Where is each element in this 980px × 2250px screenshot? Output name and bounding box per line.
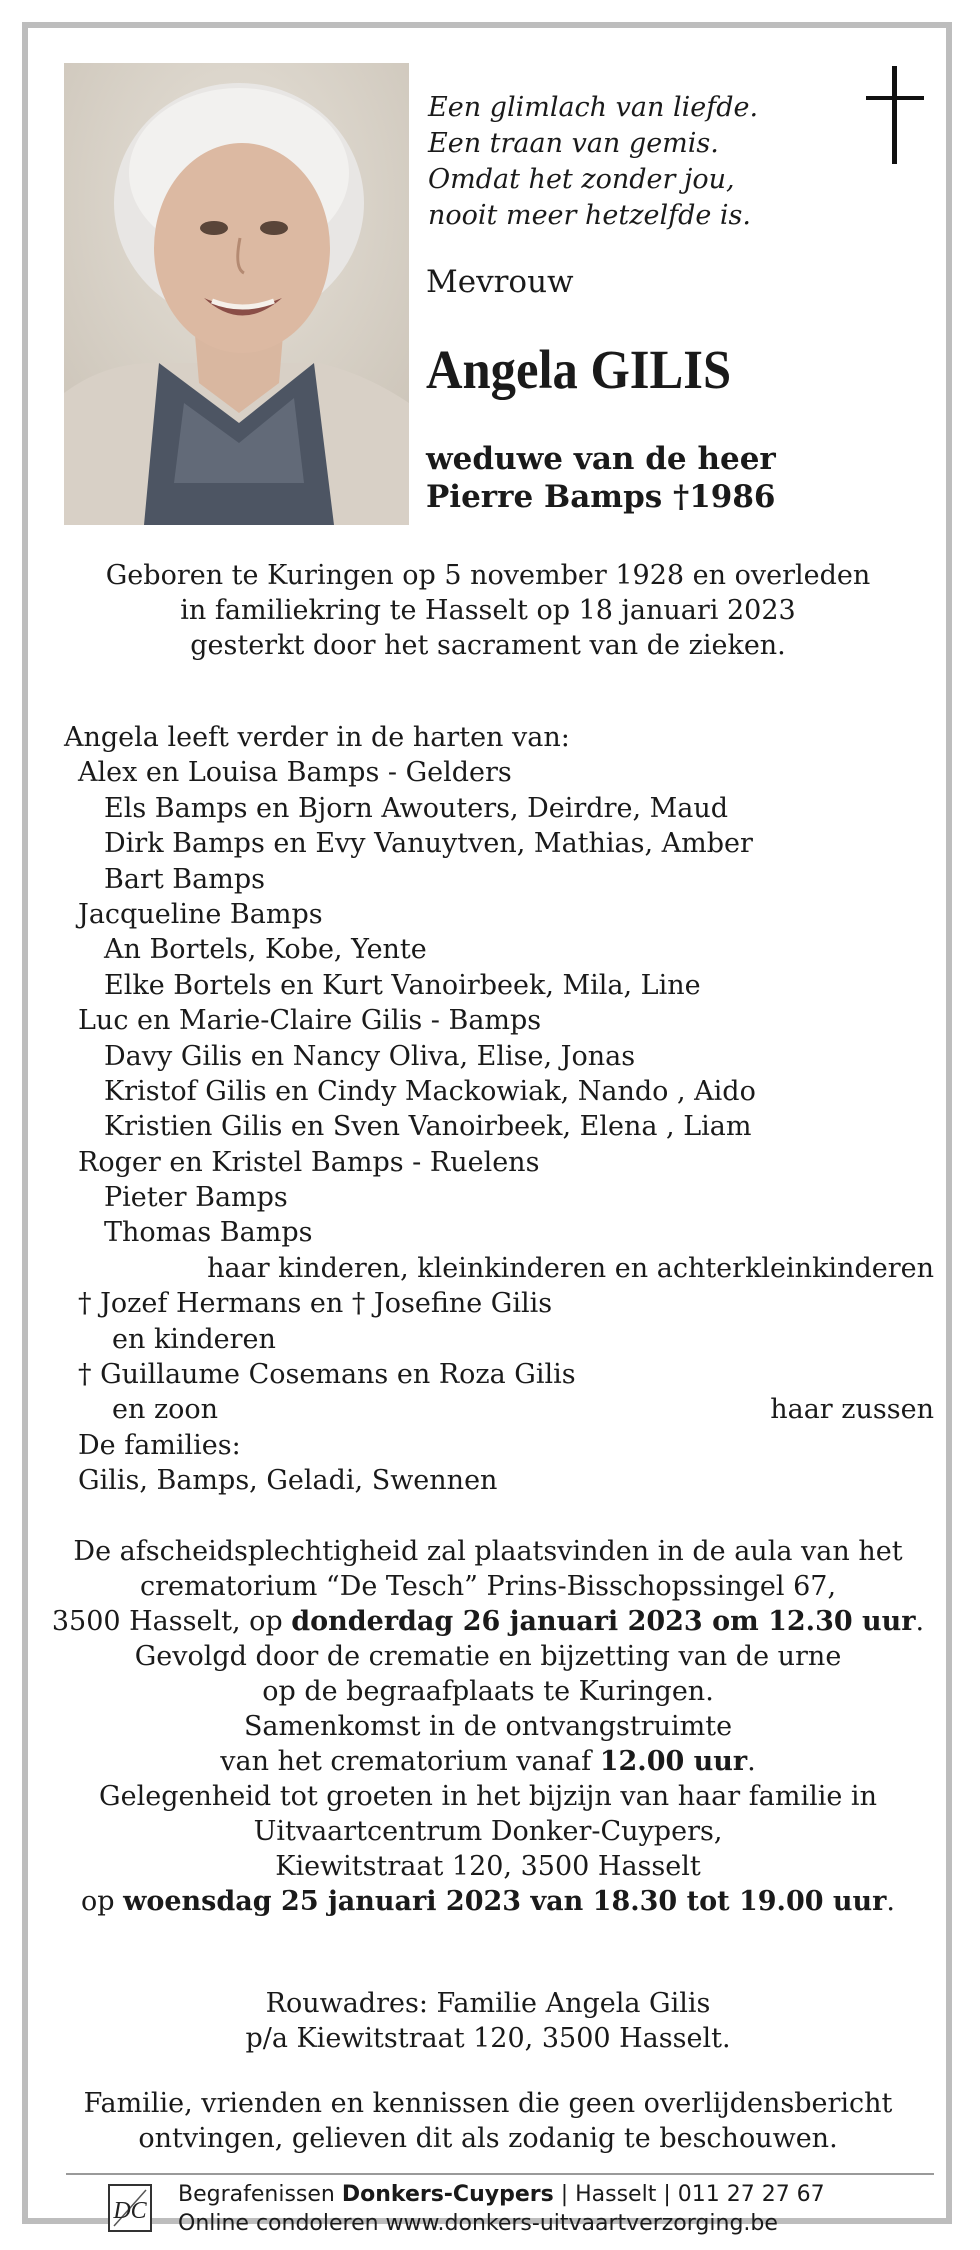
- family-member: Jacqueline Bamps: [78, 898, 323, 930]
- funeral-home-logo: [106, 2182, 154, 2234]
- ceremony-line: Samenkomst in de ontvangstruimte: [243, 1711, 733, 1742]
- ceremony-info: [48, 1534, 928, 1919]
- family-row: [64, 932, 934, 967]
- ceremony-text: .: [886, 1886, 895, 1917]
- ceremony-line: Gevolgd door de crematie en bijzetting van de urne: [134, 1641, 842, 1672]
- family-member: Elke Bortels en Kurt Vanoirbeek, Mila, Line: [104, 969, 701, 1001]
- family-member: en zoon: [112, 1394, 219, 1426]
- family-member: Dirk Bamps en Evy Vanuytven, Mathias, Amber: [104, 828, 753, 860]
- portrait-photo: [64, 63, 409, 525]
- family-member: † Jozef Hermans en † Josefine Gilis: [78, 1288, 553, 1320]
- poem-line: Omdat het zonder jou,: [428, 164, 735, 195]
- funeral-home-footer: [178, 2180, 978, 2238]
- family-row: [64, 1003, 934, 1038]
- footer-website: Online condoleren www.donkers-uitvaartverzorging.be: [178, 2211, 778, 2236]
- ceremony-line: De afscheidsplechtigheid zal plaatsvinden in de aula van het: [73, 1536, 903, 1567]
- footer-text: Begrafenissen: [178, 2182, 342, 2207]
- footer-line: [178, 2180, 978, 2209]
- family-row: [64, 755, 934, 790]
- footer-contact: | Hasselt | 011 27 27 67: [553, 2182, 825, 2207]
- family-row: [64, 897, 934, 932]
- memorial-poem: [428, 90, 758, 234]
- ceremony-line: Gelegenheid tot groeten in het bijzijn van haar familie in: [99, 1781, 877, 1812]
- ceremony-date: donderdag 26 januari 2023 om 12.30 uur: [291, 1606, 916, 1637]
- funeral-home-name: Donkers-Cuypers: [341, 2182, 554, 2207]
- birth-line: gesterkt door het sacrament van de zieken.: [190, 630, 786, 661]
- gathering-time: 12.00 uur: [599, 1746, 748, 1777]
- notice-text: [48, 2086, 928, 2156]
- birth-line: Geboren te Kuringen op 5 november 1928 en overleden: [105, 560, 871, 591]
- family-row: [64, 862, 934, 897]
- honorific: Mevrouw: [426, 264, 574, 300]
- poem-line: Een traan van gemis.: [428, 128, 719, 159]
- family-member: Gilis, Bamps, Geladi, Swennen: [78, 1465, 498, 1497]
- family-row: [64, 1392, 934, 1427]
- family-member: Els Bamps en Bjorn Awouters, Deirdre, Maud: [104, 792, 729, 824]
- birth-line: in familiekring te Hasselt op 18 januari 2023: [180, 595, 796, 626]
- family-row: [64, 791, 934, 826]
- ceremony-line: [48, 1884, 928, 1919]
- ceremony-line: [48, 1604, 928, 1639]
- spouse-line: Pierre Bamps †1986: [426, 479, 776, 515]
- address-line: Rouwadres: Familie Angela Gilis: [265, 1988, 711, 2019]
- family-row: [64, 1215, 934, 1250]
- cross-icon: [866, 66, 924, 164]
- family-member: Alex en Louisa Bamps - Gelders: [78, 757, 512, 789]
- family-row: [64, 1463, 934, 1498]
- family-relation: haar kinderen, kleinkinderen en achterkleinkinderen: [207, 1252, 934, 1284]
- family-row: [64, 1357, 934, 1392]
- logo-text: DC: [113, 2198, 147, 2224]
- family-row: [64, 1180, 934, 1215]
- family-list: [64, 720, 934, 1499]
- family-member: Bart Bamps: [104, 863, 265, 895]
- obituary-card: [22, 22, 952, 2236]
- family-row: [64, 1322, 934, 1357]
- footer-divider: [66, 2173, 934, 2175]
- notice-line: ontvingen, gelieven dit als zodanig te beschouwen.: [138, 2123, 838, 2154]
- ceremony-text: .: [915, 1606, 925, 1637]
- notice-line: Familie, vrienden en kennissen die geen overlijdensbericht: [83, 2088, 893, 2119]
- ceremony-text: .: [747, 1746, 756, 1777]
- birth-death-info: [48, 558, 928, 663]
- family-row: [64, 826, 934, 861]
- family-member: Kristof Gilis en Cindy Mackowiak, Nando , Aido: [104, 1075, 756, 1107]
- family-row: [64, 1039, 934, 1074]
- family-member: en kinderen: [112, 1323, 276, 1355]
- family-relation: haar zussen: [770, 1394, 934, 1426]
- spouse-info: [426, 440, 776, 516]
- family-member: Luc en Marie-Claire Gilis - Bamps: [78, 1005, 542, 1037]
- mourning-address: [48, 1986, 928, 2056]
- family-member: Davy Gilis en Nancy Oliva, Elise, Jonas: [104, 1040, 636, 1072]
- family-row: [64, 1109, 934, 1144]
- address-line: p/a Kiewitstraat 120, 3500 Hasselt.: [245, 2023, 731, 2054]
- deceased-name: Angela GILIS: [426, 339, 732, 400]
- ceremony-line: crematorium “De Tesch” Prins-Bisschopssingel 67,: [139, 1571, 837, 1602]
- ceremony-line: Kiewitstraat 120, 3500 Hasselt: [275, 1851, 701, 1882]
- ceremony-text: op: [81, 1886, 124, 1917]
- ceremony-line: op de begraafplaats te Kuringen.: [262, 1676, 714, 1707]
- family-row: [64, 1286, 934, 1321]
- family-member: Roger en Kristel Bamps - Ruelens: [78, 1146, 540, 1178]
- family-member: An Bortels, Kobe, Yente: [104, 934, 427, 966]
- family-member: Pieter Bamps: [104, 1182, 288, 1214]
- family-row: [64, 1428, 934, 1463]
- ceremony-text: van het crematorium vanaf: [220, 1746, 600, 1777]
- ceremony-line: [48, 1744, 928, 1779]
- family-member: Thomas Bamps: [104, 1217, 313, 1249]
- family-member: † Guillaume Cosemans en Roza Gilis: [78, 1359, 576, 1391]
- family-member: Angela leeft verder in de harten van:: [64, 722, 570, 753]
- ceremony-line: Uitvaartcentrum Donker-Cuypers,: [253, 1816, 723, 1847]
- family-row: [64, 720, 934, 755]
- spouse-line: weduwe van de heer: [426, 441, 776, 477]
- family-row: [64, 1074, 934, 1109]
- family-row: [64, 968, 934, 1003]
- family-member: Kristien Gilis en Sven Vanoirbeek, Elena , Liam: [104, 1111, 752, 1143]
- family-row: [64, 1145, 934, 1180]
- poem-line: Een glimlach van liefde.: [428, 92, 759, 123]
- poem-line: nooit meer hetzelfde is.: [428, 200, 751, 231]
- family-row: [64, 1251, 934, 1286]
- family-member: De families:: [78, 1429, 241, 1461]
- visitation-time: woensdag 25 januari 2023 van 18.30 tot 19.00 uur: [123, 1886, 887, 1917]
- ceremony-text: 3500 Hasselt, op: [51, 1606, 292, 1637]
